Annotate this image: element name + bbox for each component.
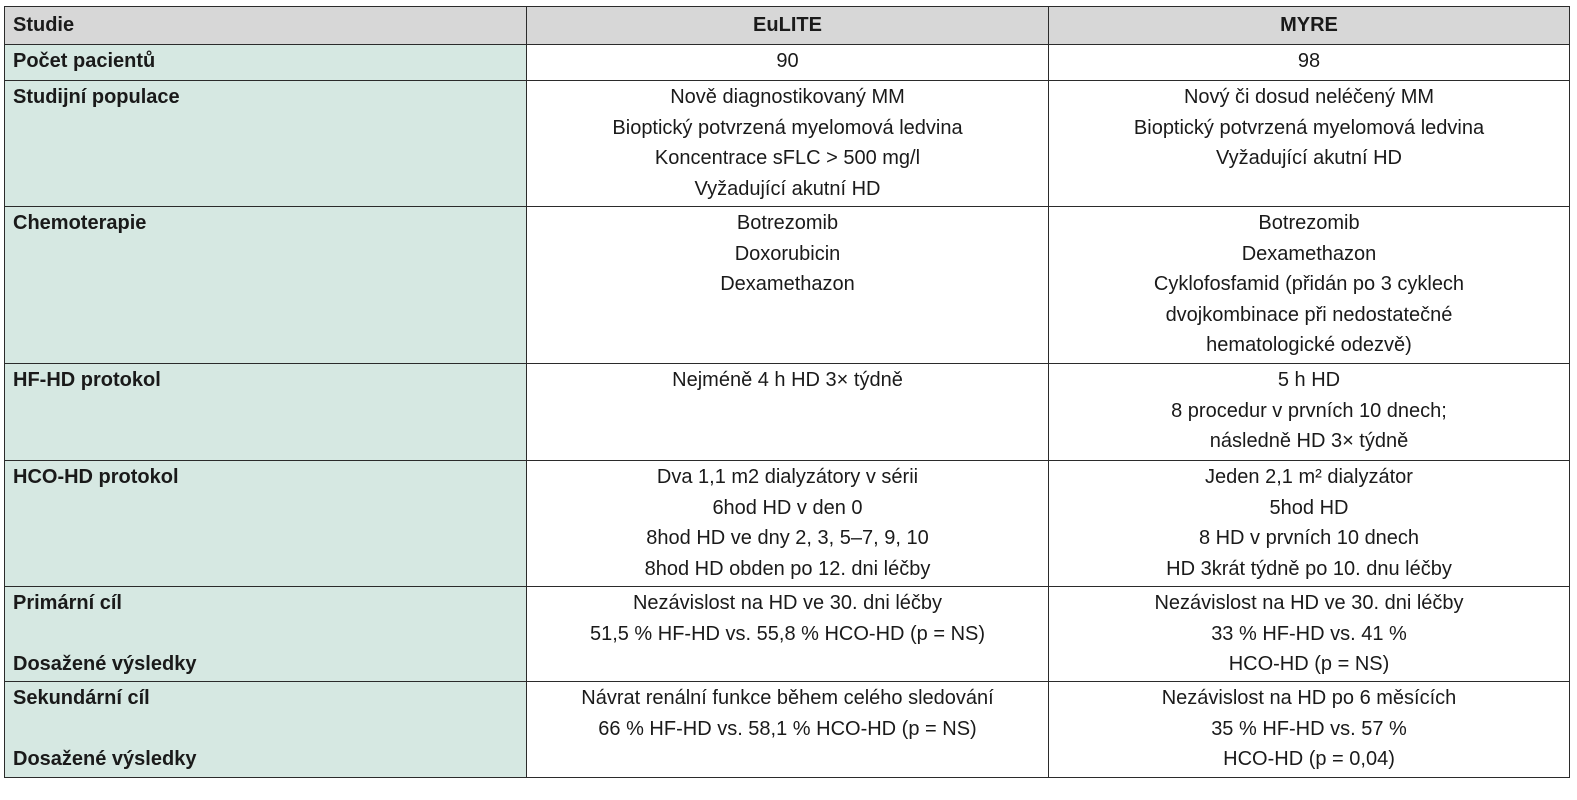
table-row bbox=[5, 682, 1570, 778]
myre-primary-endpoint bbox=[1049, 587, 1570, 682]
row-label-study-population: Studijní populace bbox=[5, 81, 527, 207]
cell-line: Vyžadující akutní HD bbox=[694, 177, 881, 200]
cell-line: následně HD 3× týdně bbox=[1209, 430, 1409, 452]
row-label-chemotherapy: Chemoterapie bbox=[5, 207, 527, 364]
cell-line: Nový či dosud neléčený MM bbox=[1183, 86, 1435, 108]
study-comparison-table-wrapper bbox=[4, 6, 1569, 778]
cell-line: Cyklofosfamid (přidán po 3 cyklech bbox=[1153, 273, 1465, 295]
cell-line: Dva 1,1 m2 dialyzátory v sérii bbox=[656, 466, 919, 488]
label-spacer bbox=[13, 714, 518, 745]
eulite-secondary-endpoint bbox=[527, 682, 1049, 778]
cell-line: dvojkombinace při nedostatečné bbox=[1165, 303, 1453, 326]
cell-line: Návrat renální funkce během celého sledování bbox=[581, 687, 994, 709]
myre-study-population bbox=[1049, 81, 1570, 207]
header-myre: MYRE bbox=[1049, 7, 1570, 45]
cell-line: Vyžadující akutní HD bbox=[1215, 147, 1402, 169]
cell-line: HCO-HD (p = 0,04) bbox=[1223, 748, 1395, 770]
primary-results-label: Dosažené výsledky bbox=[13, 653, 197, 675]
cell-line: 51,5 % HF-HD vs. 55,8 % HCO-HD (p = NS) bbox=[589, 622, 986, 645]
cell-line: Nově diagnostikovaný MM bbox=[670, 86, 905, 108]
cell-line: 33 % HF-HD vs. 41 % bbox=[1211, 622, 1407, 645]
myre-chemotherapy bbox=[1049, 207, 1570, 364]
row-label-patient-count: Počet pacientů bbox=[5, 45, 527, 81]
myre-secondary-endpoint bbox=[1049, 682, 1570, 778]
cell-line: 66 % HF-HD vs. 58,1 % HCO-HD (p = NS) bbox=[598, 717, 977, 740]
row-label-secondary-endpoint bbox=[5, 682, 527, 778]
eulite-patient-count bbox=[527, 45, 1049, 81]
secondary-endpoint-label: Sekundární cíl bbox=[13, 687, 150, 709]
cell-line: 8 procedur v prvních 10 dnech; bbox=[1171, 399, 1447, 422]
row-label-primary-endpoint bbox=[5, 587, 527, 682]
cell-line: 8hod HD obden po 12. dni léčby bbox=[644, 557, 931, 580]
study-comparison-table bbox=[4, 6, 1570, 778]
table-row bbox=[5, 364, 1570, 461]
cell-line: Doxorubicin bbox=[734, 242, 841, 265]
table-row bbox=[5, 81, 1570, 207]
cell-line: 5hod HD bbox=[1269, 496, 1349, 519]
cell-line: 8 HD v prvních 10 dnech bbox=[1198, 527, 1420, 549]
eulite-hf-hd-protocol bbox=[527, 364, 1049, 461]
myre-hco-hd-protocol bbox=[1049, 461, 1570, 587]
cell-line: Koncentrace sFLC > 500 mg/l bbox=[654, 147, 921, 169]
header-eulite: EuLITE bbox=[527, 7, 1049, 45]
cell-line: hematologické odezvě) bbox=[1206, 334, 1412, 356]
eulite-chemotherapy bbox=[527, 207, 1049, 364]
table-row bbox=[5, 587, 1570, 682]
cell-line: Nezávislost na HD po 6 měsících bbox=[1161, 687, 1457, 709]
cell-line: 6hod HD v den 0 bbox=[712, 496, 863, 519]
primary-endpoint-label: Primární cíl bbox=[13, 592, 122, 614]
header-label: Studie bbox=[5, 7, 527, 45]
eulite-hco-hd-protocol bbox=[527, 461, 1049, 587]
table-row bbox=[5, 461, 1570, 587]
header-row bbox=[5, 7, 1570, 45]
cell-line: 8hod HD ve dny 2, 3, 5–7, 9, 10 bbox=[646, 527, 929, 549]
row-label-hco-hd-protocol: HCO-HD protokol bbox=[5, 461, 527, 587]
table-row bbox=[5, 207, 1570, 364]
cell-line: Dexamethazon bbox=[1241, 242, 1377, 265]
cell-line: Dexamethazon bbox=[720, 273, 855, 295]
cell-line: HCO-HD (p = NS) bbox=[1228, 653, 1390, 675]
cell-line: 98 bbox=[1297, 50, 1321, 72]
secondary-results-label: Dosažené výsledky bbox=[13, 748, 197, 770]
cell-line: Nejméně 4 h HD 3× týdně bbox=[672, 369, 903, 391]
cell-line: Botrezomib bbox=[1258, 212, 1360, 234]
cell-line: 90 bbox=[776, 50, 799, 72]
label-spacer bbox=[13, 619, 518, 650]
cell-line: Nezávislost na HD ve 30. dni léčby bbox=[1154, 592, 1464, 614]
cell-line: Jeden 2,1 m² dialyzátor bbox=[1205, 466, 1413, 488]
cell-line: Nezávislost na HD ve 30. dni léčby bbox=[632, 592, 943, 614]
myre-hf-hd-protocol bbox=[1049, 364, 1570, 461]
table-row bbox=[5, 45, 1570, 81]
myre-patient-count bbox=[1049, 45, 1570, 81]
cell-line: HD 3krát týdně po 10. dnu léčby bbox=[1166, 557, 1452, 580]
cell-line: Botrezomib bbox=[736, 212, 839, 234]
eulite-primary-endpoint bbox=[527, 587, 1049, 682]
cell-line: 35 % HF-HD vs. 57 % bbox=[1211, 717, 1407, 740]
eulite-study-population bbox=[527, 81, 1049, 207]
row-label-hf-hd-protocol: HF-HD protokol bbox=[5, 364, 527, 461]
cell-line: Bioptický potvrzená myelomová ledvina bbox=[1133, 116, 1485, 139]
cell-line: Bioptický potvrzená myelomová ledvina bbox=[612, 116, 963, 139]
cell-line: 5 h HD bbox=[1277, 369, 1341, 391]
